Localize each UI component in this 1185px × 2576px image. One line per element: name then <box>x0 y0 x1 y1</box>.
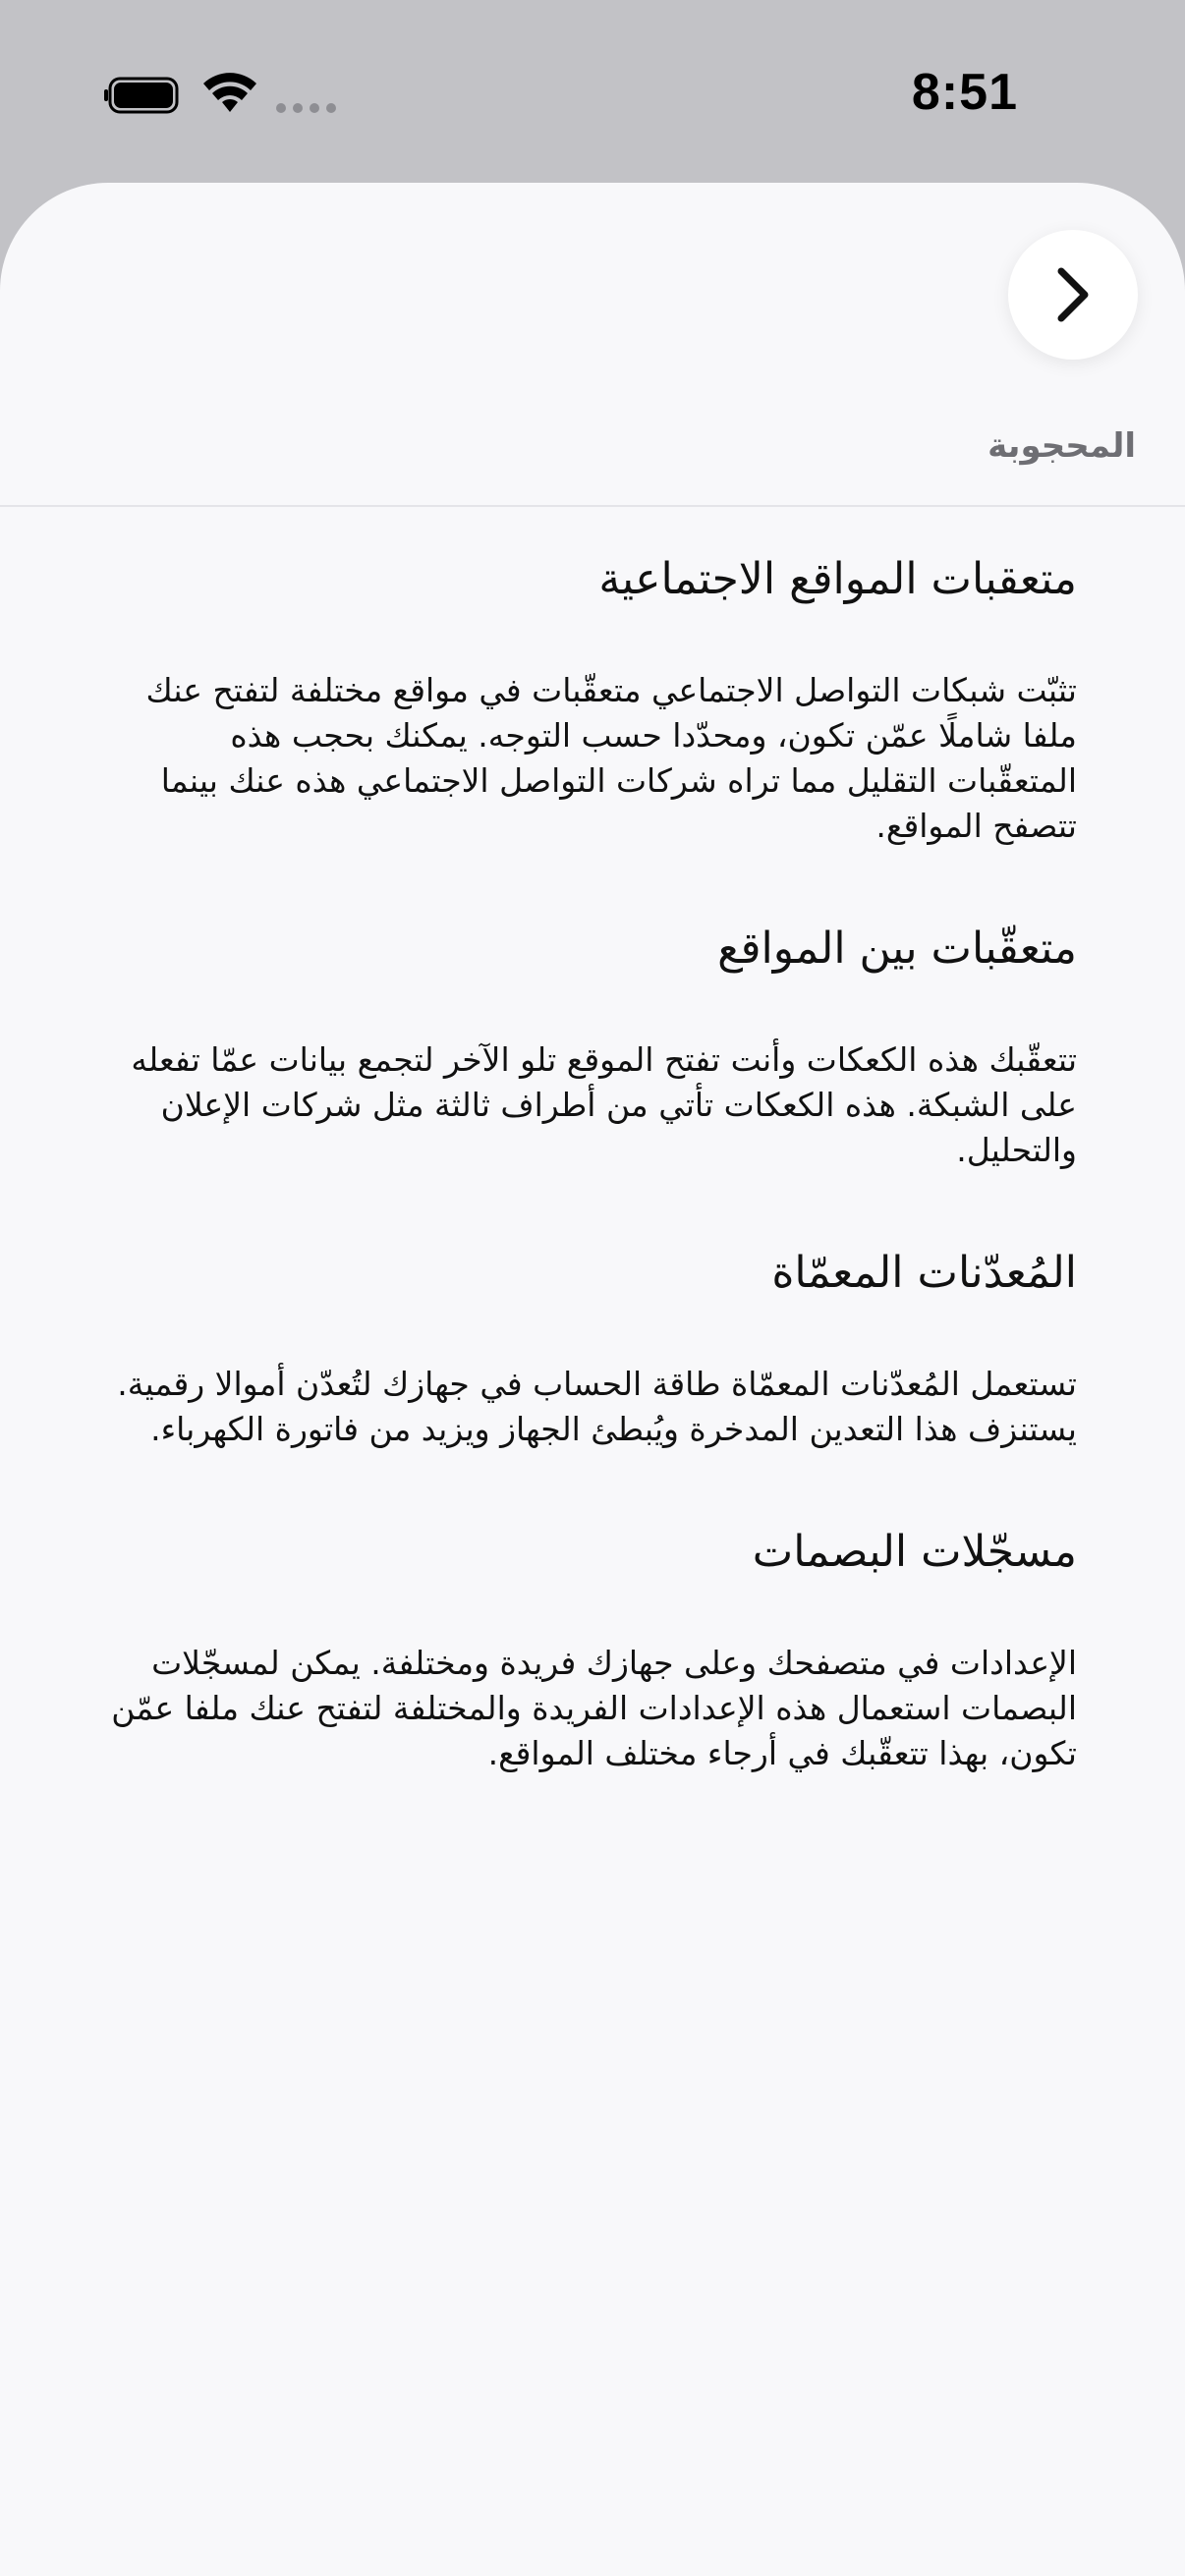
info-sheet <box>0 183 1185 2576</box>
section-title: متعقّبات بين المواقع <box>717 924 1077 974</box>
header-divider <box>0 505 1185 507</box>
section-title: المُعدّنات المعمّاة <box>771 1248 1077 1298</box>
signal-icon <box>275 100 338 116</box>
section-body: تتعقّبك هذه الكعكات وأنت تفتح الموقع تلو الآخر لتجمع بيانات عمّا تفعله على الشبكة. هذه الكعكات تأتي من أطراف ثالثة مثل شركات الإعلان والتحليل. <box>131 1040 1077 1169</box>
back-button[interactable] <box>1008 230 1138 360</box>
section-cryptominers <box>98 1242 1077 1452</box>
tracker-sections <box>98 548 1077 1845</box>
section-social-trackers <box>98 548 1077 849</box>
section-title: متعقبات المواقع الاجتماعية <box>598 554 1077 604</box>
chevron-right-icon <box>1051 265 1095 324</box>
page-title: المحجوبة <box>988 426 1136 466</box>
section-fingerprinters <box>98 1521 1077 1776</box>
section-body: تستعمل المُعدّنات المعمّاة طاقة الحساب في جهازك لتُعدّن أموالا رقمية. يستنزف هذا التعدين المدخرة ويُبطئ الجهاز ويزيد من فاتورة الكهرباء. <box>117 1365 1077 1448</box>
section-body: الإعدادات في متصفحك وعلى جهازك فريدة ومختلفة. يمكن لمسجّلات البصمات استعمال هذه الإعدادات الفريدة والمختلفة لتفتح عنك ملفا عمّن تكون، بهذا تتعقّبك في أرجاء مختلف المواقع. <box>111 1644 1077 1772</box>
status-time: 8:51 <box>911 64 1018 121</box>
battery-icon <box>104 77 181 114</box>
wifi-icon <box>202 73 257 116</box>
section-title: مسجّلات البصمات <box>752 1527 1077 1577</box>
status-bar <box>0 0 1185 183</box>
section-body: تثبّت شبكات التواصل الاجتماعي متعقّبات في مواقع مختلفة لتفتح عنك ملفا شاملًا عمّن تكون، ومحدّدا حسب التوجه. يمكنك بحجب هذه المتعقّبات التقليل مما تراه شركات التواصل الاجتماعي هذه عنك بينما تتصفح المواقع. <box>145 671 1077 845</box>
section-cross-site-trackers <box>98 918 1077 1173</box>
